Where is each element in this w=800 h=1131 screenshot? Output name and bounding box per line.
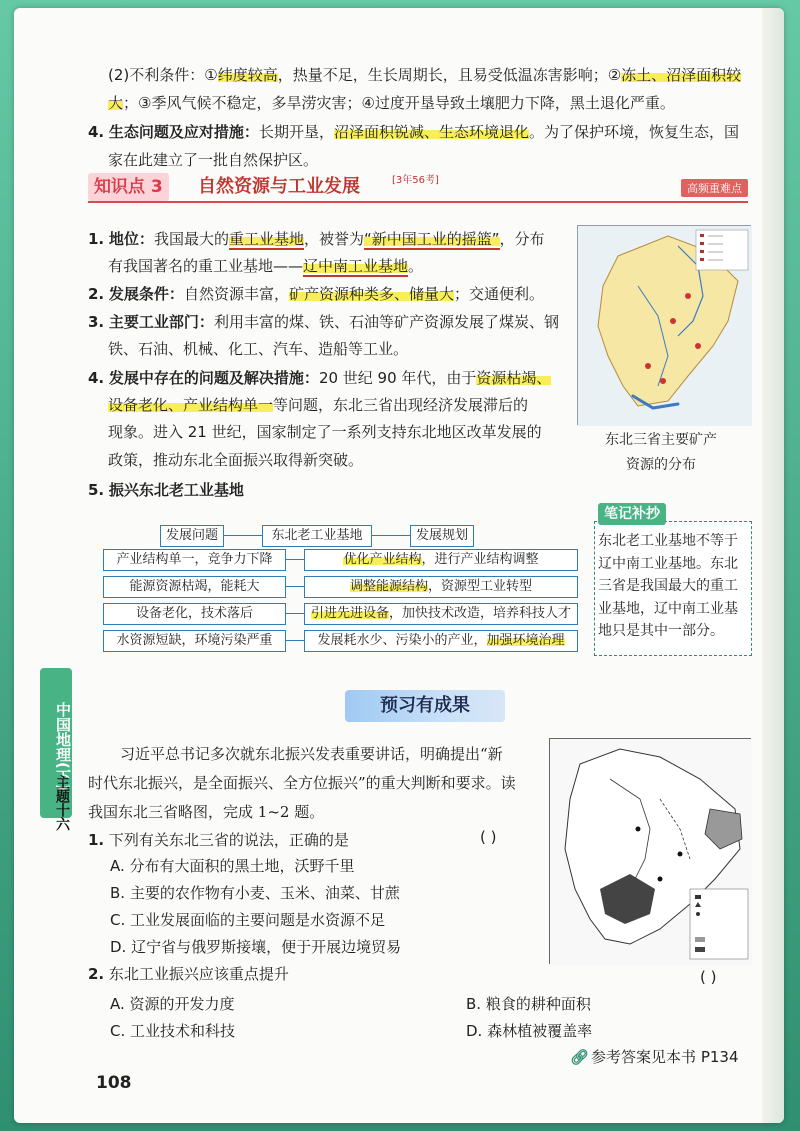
text: 长期开垦， — [258, 123, 334, 141]
q1-option-a[interactable]: A. 分布有大面积的黑土地，沃野千里 — [110, 857, 355, 875]
highlight: “新中国工业的摇篮” — [363, 230, 500, 248]
reference-text: 参考答案见本书 P134 — [591, 1048, 739, 1066]
item-label: 主要工业部门： — [108, 313, 214, 331]
answer-blank[interactable]: ( ) — [480, 828, 497, 846]
chapter-side-tab: 中国地理(下) — [40, 668, 72, 818]
highlight: 优化产业结构 — [343, 552, 422, 567]
text: ，进行产业结构调整 — [421, 552, 539, 567]
highlight: 辽中南工业基地 — [303, 257, 409, 275]
item-label: 发展条件： — [108, 285, 184, 303]
question-2 — [88, 961, 289, 987]
item-number: 4. — [88, 123, 105, 141]
highlight: 引进先进设备 — [310, 606, 389, 621]
text: ，分布 — [499, 230, 545, 248]
highlight: 调整能源结构 — [349, 579, 428, 594]
text: 20 世纪 90 年代，由于 — [318, 369, 477, 387]
mineral-resources-map — [577, 225, 751, 425]
q2-option-d[interactable]: D. 森林植被覆盖率 — [466, 1022, 593, 1040]
q1-option-c[interactable]: C. 工业发展面临的主要问题是水资源不足 — [110, 911, 386, 929]
point-4-line2 — [108, 392, 528, 418]
question-number: 1. — [88, 831, 105, 849]
highlight: 沼泽面积锐减、生态环境退化 — [333, 123, 529, 141]
q2-option-b[interactable]: B. 粮食的耕种面积 — [466, 995, 591, 1013]
text: 。为了保护环境，恢复生态，国 — [528, 123, 739, 141]
intro-line1: 习近平总书记多次就东北振兴发表重要讲话，明确提出“新 — [120, 745, 503, 763]
flow-head-center: 东北老工业基地 — [262, 525, 372, 547]
unfavorable-conditions-line1 — [108, 62, 741, 88]
text: 利用丰富的煤、铁、石油等矿产资源发展了煤炭、钢 — [213, 313, 559, 331]
unfavorable-conditions-line2 — [108, 90, 675, 116]
item-label: 振兴东北老工业基地 — [108, 481, 244, 499]
section-tag: 知识点 3 — [88, 173, 169, 201]
text: 我国最大的 — [153, 230, 229, 248]
text: 自然资源丰富， — [183, 285, 289, 303]
problem-row: 设备老化，技术落后 — [103, 603, 286, 625]
point-4-line4: 政策，推动东北全面振兴取得新突破。 — [108, 451, 364, 469]
text: ，被誉为 — [303, 230, 364, 248]
point-2 — [88, 281, 544, 307]
item-label: 发展中存在的问题及解决措施： — [108, 369, 319, 387]
highlight: 资源枯竭、 — [476, 369, 552, 387]
flow-arrow — [286, 559, 304, 560]
highlight: 重工业基地 — [228, 230, 304, 248]
item-number: 5. — [88, 481, 105, 499]
text: 有我国著名的重工业基地—— — [108, 257, 304, 275]
map1-caption-line1: 东北三省主要矿产 — [605, 432, 717, 448]
problem-row: 产业结构单一，竞争力下降 — [103, 549, 286, 571]
note-tag: 笔记补抄 — [598, 503, 666, 525]
plan-row — [304, 630, 578, 652]
point-3-line2: 铁、石油、机械、化工、汽车、造船等工业。 — [108, 340, 409, 358]
preview-banner: 预习有成果 — [345, 690, 505, 722]
text: ，资源型工业转型 — [428, 579, 533, 594]
item-label: 生态问题及应对措施： — [108, 123, 259, 141]
flow-arrow — [286, 586, 304, 587]
highlight: 设备老化、产业结构单一 — [108, 396, 274, 414]
text: ，热量不足，生长周期长，且易受低温冻害影响；② — [277, 66, 622, 84]
point-5 — [88, 477, 244, 503]
section-exam-count: [3年56考] — [392, 175, 439, 186]
link-icon: 🔗︎ — [570, 1048, 590, 1066]
highlight: 矿产资源种类多、储量大 — [288, 285, 454, 303]
item-label: 地位： — [108, 230, 154, 248]
flow-head-problems: 发展问题 — [160, 525, 224, 547]
highlight: 冻土、沼泽面积较 — [621, 66, 742, 84]
text: 。 — [408, 257, 424, 275]
intro-line2: 时代东北振兴，是全面振兴、全方位振兴”的重大判断和要求。读 — [88, 774, 516, 792]
point-1-line2 — [108, 253, 423, 279]
question-stem: 下列有关东北三省的说法，正确的是 — [108, 831, 349, 849]
point-4 — [88, 365, 551, 391]
text: ；③季风气候不稳定，多旱涝灾害；④过度开垦导致土壤肥力下降，黑土退化严重。 — [123, 94, 675, 112]
note-text: 东北老工业基地不等于辽中南工业基地。东北三省是我国最大的重工业基地，辽中南工业基地只是其中一部分。 — [598, 533, 738, 639]
flow-arrow — [286, 640, 304, 641]
question-stem: 东北工业振兴应该重点提升 — [108, 965, 289, 983]
highlight: 纬度较高 — [217, 66, 278, 84]
question-1 — [88, 827, 349, 853]
section-title: 自然资源与工业发展 — [198, 176, 360, 197]
answer-blank[interactable]: ( ) — [700, 968, 717, 986]
flow-connector — [372, 535, 410, 536]
q2-option-a[interactable]: A. 资源的开发力度 — [110, 995, 235, 1013]
highlight: 大 — [108, 94, 124, 112]
highlight: 加强环境治理 — [486, 633, 565, 648]
plan-row — [304, 603, 578, 625]
item-number: 1. — [88, 230, 105, 248]
text: ；交通便利。 — [453, 285, 544, 303]
text: ，加快技术改造，培养科技人才 — [389, 606, 572, 621]
map-graphic — [550, 739, 752, 965]
ecology-item-line2: 家在此建立了一批自然保护区。 — [108, 151, 319, 169]
page-right-edge — [762, 8, 784, 1123]
flow-head-plans: 发展规划 — [410, 525, 474, 547]
ecology-item — [88, 119, 739, 145]
q2-option-c[interactable]: C. 工业技术和科技 — [110, 1022, 236, 1040]
problem-row: 能源资源枯竭，能耗大 — [103, 576, 286, 598]
point-3 — [88, 309, 559, 335]
section-header — [88, 173, 748, 203]
point-1 — [88, 226, 545, 252]
northeast-three-provinces-map — [549, 738, 751, 964]
item-number: 4. — [88, 369, 105, 387]
problem-row: 水资源短缺，环境污染严重 — [103, 630, 286, 652]
text: 发展耗水少、污染小的产业， — [317, 633, 487, 648]
q1-option-d[interactable]: D. 辽宁省与俄罗斯接壤，便于开展边境贸易 — [110, 938, 402, 956]
question-number: 2. — [88, 965, 105, 983]
item-number: 2. — [88, 285, 105, 303]
page-number: 108 — [96, 1073, 132, 1093]
frequency-badge: 高频重难点 — [681, 179, 748, 197]
intro-line3: 我国东北三省略图，完成 1~2 题。 — [88, 803, 325, 821]
item-number: 3. — [88, 313, 105, 331]
chapter-sub-tab: 主题十六 — [54, 775, 70, 831]
flow-connector — [224, 535, 262, 536]
point-4-line3: 现象。进入 21 世纪，国家制定了一系列支持东北地区改革发展的 — [108, 423, 542, 441]
plan-row — [304, 576, 578, 598]
answer-reference — [570, 1046, 739, 1067]
flow-arrow — [286, 613, 304, 614]
text: (2)不利条件：① — [108, 66, 218, 84]
text: 等问题，东北三省出现经济发展滞后的 — [273, 396, 529, 414]
q1-option-b[interactable]: B. 主要的农作物有小麦、玉米、油菜、甘蔗 — [110, 884, 400, 902]
plan-row — [304, 549, 578, 571]
map1-caption-line2: 资源的分布 — [626, 457, 696, 473]
map-graphic — [578, 226, 752, 426]
